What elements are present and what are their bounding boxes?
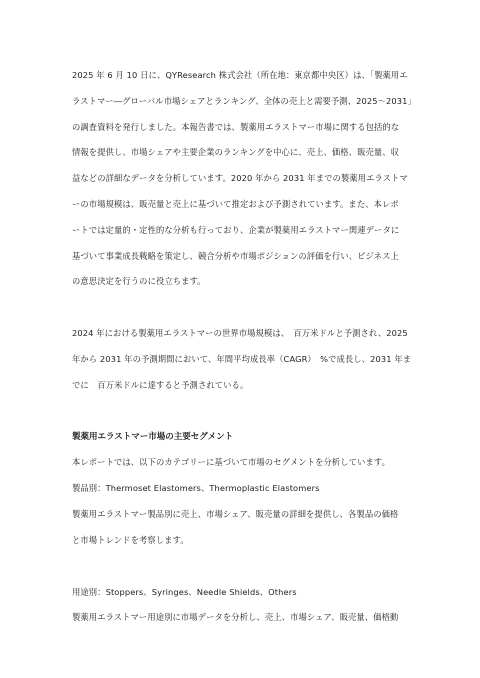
- intro-line: の意思決定を行うのに役立ちます。: [72, 276, 206, 287]
- intro-line: 2025 年 6 月 10 日に、QYResearch 株式会社（所在地：東京都中央区）は、「製薬用エ: [72, 70, 408, 80]
- product-desc-line: 製薬用エラストマー製品別に売上、市場シェア、販売量の詳細を提供し、各製品の価格: [72, 508, 399, 519]
- application-segment-label: 用途別：Stoppers、Syringes、Needle Shields、Others: [72, 586, 297, 597]
- intro-line: 情報を提供し、市場シェアや主要企業のランキングを中心に、売上、価格、販売量、収: [72, 147, 400, 158]
- intro-line: の調査資料を発行しました。本報告書では、製薬用エラストマー市場に関する包括的な: [72, 121, 400, 132]
- intro-line: 益などの詳細なデータを分析しています。2020 年から 2031 年までの製薬用エラストマ: [72, 173, 408, 184]
- market-size-paragraph: [72, 321, 412, 398]
- market-line: 年から 2031 年の予測期間において、年間平均成長率（CAGR） %で成長し、2031 年ま: [72, 353, 412, 364]
- segments-intro: 本レポートでは、以下のカテゴリーに基づいて市場のセグメントを分析しています。: [72, 457, 391, 468]
- intro-line: ラストマー―グローバル市場シェアとランキング、全体の売上と需要予測、2025〜2031」: [72, 95, 416, 106]
- intro-line: 基づいて事業成長戦略を策定し、競合分析や市場ポジションの評価を行い、ビジネス上: [72, 250, 399, 261]
- application-desc-line: 製薬用エラストマー用途別に市場データを分析し、売上、市場シェア、販売量、価格動: [72, 612, 399, 623]
- intro-paragraph: [72, 63, 416, 295]
- section-spacer: [72, 554, 412, 580]
- product-segment-label: 製品別：Thermoset Elastomers、Thermoplastic Elastomers: [72, 483, 320, 494]
- application-segment-description: [72, 605, 412, 631]
- product-segment-description: [72, 502, 412, 554]
- intro-line: ートでは定量的・定性的な分析も行っており、企業が製薬用エラストマー関連データに: [72, 224, 400, 235]
- segments-heading: 製薬用エラストマー市場の主要セグメント: [72, 431, 234, 442]
- segments-section: [72, 425, 412, 632]
- market-line: でに 百万米ドルに達すると予測されている。: [72, 379, 249, 390]
- market-line: 2024 年における製薬用エラストマーの世界市場規模は、 百万米ドルと予測され、2025: [72, 328, 408, 339]
- product-desc-line: と市場トレンドを考察します。: [72, 534, 189, 545]
- intro-line: ーの市場規模は、販売量と売上に基づいて推定および予測されています。また、本レポ: [72, 198, 399, 209]
